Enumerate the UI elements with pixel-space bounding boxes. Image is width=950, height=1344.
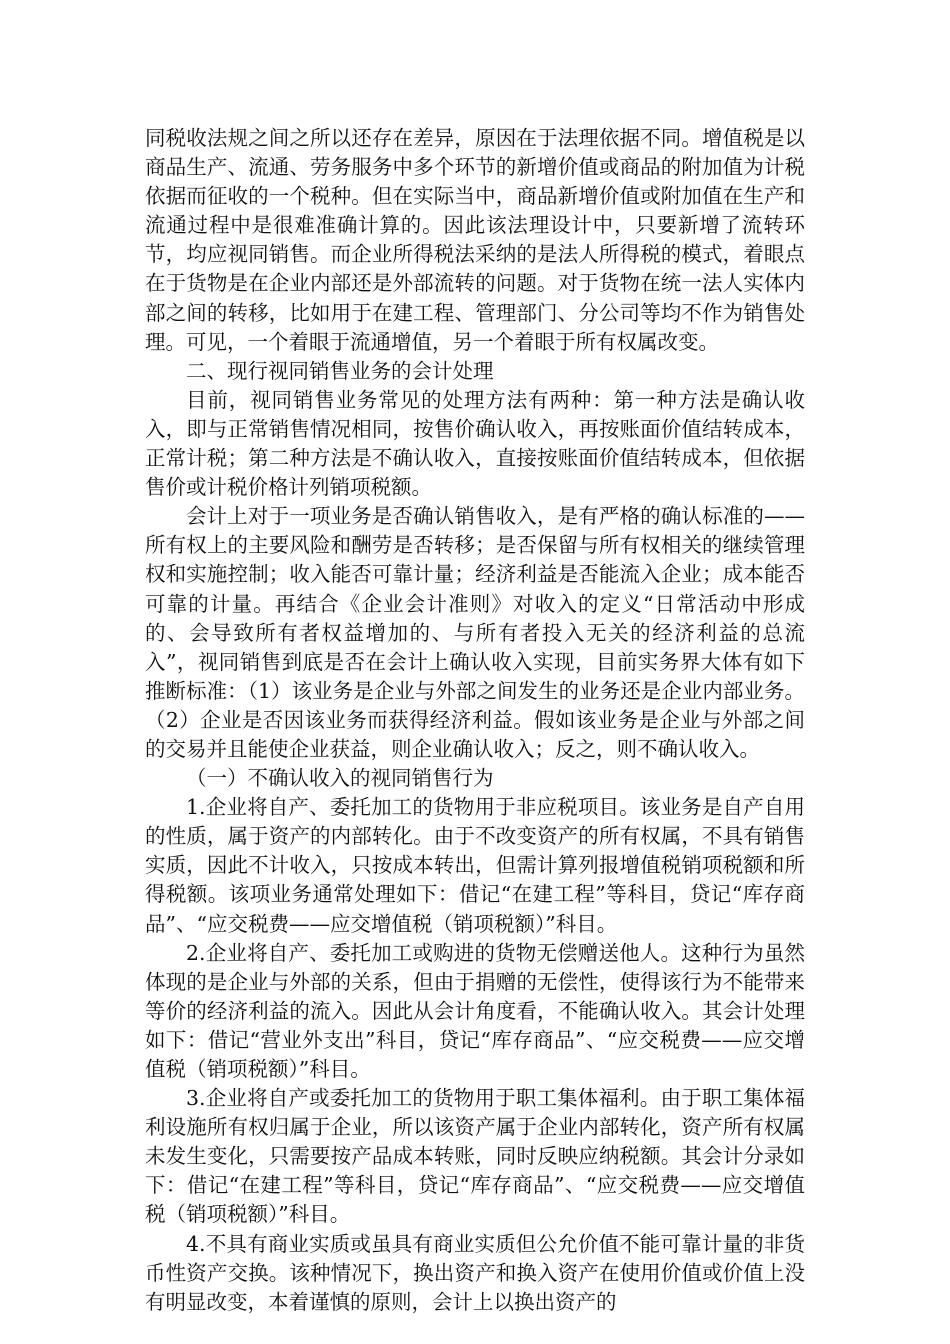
document-page xyxy=(145,124,805,1317)
paragraph-two-methods: 目前，视同销售业务常见的处理方法有两种：第一种方法是确认收入，即与正常销售情况相同，按售价确认收入，再按账面价值结转成本，正常计税；第二种方法是不确认收入，直接按账面价值结转成本，但依据售价或计税价格计列销项税额。 xyxy=(145,387,805,500)
section-heading-accounting-treatment: 二、现行视同销售业务的会计处理 xyxy=(186,358,494,383)
paragraph-item-1-non-taxable-projects: 1.企业将自产、委托加工的货物用于非应税项目。该业务是自产自用的性质，属于资产的内部转化。由于不改变资产的所有权属，不具有销售实质，因此不计收入，只按成本转出，但需计算列报增值税销项税额和所得税额。该项业务通常处理如下：借记“在建工程”等科目，贷记“库存商品”、“应交税费——应交增值税（销项税额）”科目。 xyxy=(145,795,805,936)
subsection-heading-no-revenue: （一）不确认收入的视同销售行为 xyxy=(186,766,494,791)
paragraph-item-4-non-monetary-exchange: 4.不具有商业实质或虽具有商业实质但公允价值不能可靠计量的非货币性资产交换。该种情况下，换出资产和换入资产在使用价值或价值上没有明显改变，本着谨慎的原则，会计上以换出资产的 xyxy=(145,1231,805,1314)
paragraph-tax-law-difference: 同税收法规之间之所以还存在差异，原因在于法理依据不同。增值税是以商品生产、流通、劳务服务中多个环节的新增价值或商品的附加值为计税依据而征收的一个税种。但在实际当中，商品新增价值或附加值在生产和流通过程中是很难准确计算的。因此该法理设计中，只要新增了流转环节，均应视同销售。而企业所得税法采纳的是法人所得税的模式，着眼点在于货物是在企业内部还是外部流转的问题。对于货物在统一法人实体内部之间的转移，比如用于在建工程、管理部门、分公司等均不作为销售处理。可见，一个着眼于流通增值，另一个着眼于所有权属改变。 xyxy=(145,126,805,354)
paragraph-revenue-recognition-criteria: 会计上对于一项业务是否确认销售收入，是有严格的确认标准的——所有权上的主要风险和酬劳是否转移；是否保留与所有权相关的继续管理权和实施控制；收入能否可靠计量；经济利益是否能流入企业；成本能否可靠的计量。再结合《企业会计准则》对收入的定义“日常活动中形成的、会导致所有者权益增加的、与所有者投入无关的经济利益的总流入”，视同销售到底是否在会计上确认收入实现，目前实务界大体有如下推断标准：（1）该业务是企业与外部之间发生的业务还是企业内部业务。（2）企业是否因该业务而获得经济利益。假如该业务是企业与外部之间的交易并且能使企业获益，则企业确认收入；反之，则不确认收入。 xyxy=(145,504,805,761)
paragraph-item-2-donation: 2.企业将自产、委托加工或购进的货物无偿赠送他人。这种行为虽然体现的是企业与外部的关系，但由于捐赠的无偿性，使得该行为不能带来等价的经济利益的流入。因此从会计角度看，不能确认收入。其会计处理如下：借记“营业外支出”科目，贷记“库存商品”、“应交税费——应交增值税（销项税额）”科目。 xyxy=(145,940,805,1081)
paragraph-item-3-employee-welfare: 3.企业将自产或委托加工的货物用于职工集体福利。由于职工集体福利设施所有权归属于企业，所以该资产属于企业内部转化，资产所有权属未发生变化，只需要按产品成本转账，同时反映应纳税额。其会计分录如下：借记“在建工程”等科目，贷记“库存商品”、“应交税费——应交增值税（销项税额）”科目。 xyxy=(145,1086,805,1227)
